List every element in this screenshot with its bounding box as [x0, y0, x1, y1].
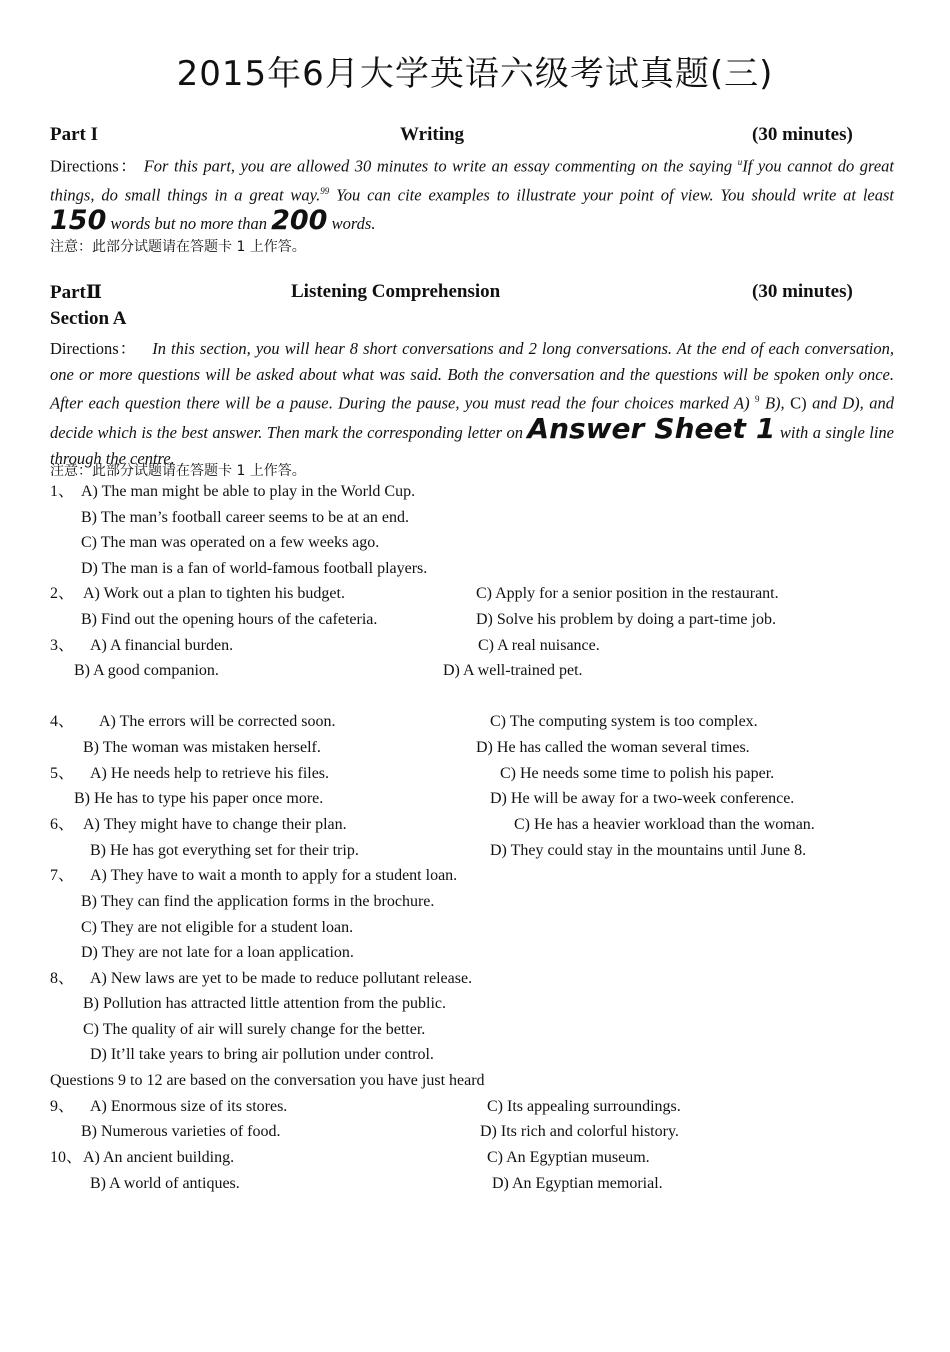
q2-option-c: C) Apply for a senior position in the restaurant.	[476, 585, 779, 602]
q2-number: 2、	[50, 585, 75, 602]
part1-time: (30 minutes)	[752, 124, 853, 145]
part2-directions-label: Directions：	[50, 339, 138, 358]
q10-option-c: C) An Egyptian museum.	[487, 1149, 650, 1166]
q10-option-a: A) An ancient building.	[83, 1149, 235, 1166]
part2-directions	[50, 336, 894, 471]
q9-option-d: D) Its rich and colorful history.	[480, 1123, 679, 1140]
part2-name: PartⅡ	[50, 282, 102, 303]
q2-option-a: A) Work out a plan to tighten his budget.	[83, 585, 345, 602]
q9-option-a: A) Enormous size of its stores.	[90, 1098, 288, 1115]
q3-option-b: B) A good companion.	[74, 662, 219, 679]
q4-option-a: A) The errors will be corrected soon.	[99, 713, 336, 730]
q10-number: 10、	[50, 1149, 83, 1166]
q6-option-c: C) He has a heavier workload than the woman.	[514, 816, 815, 833]
q1-option-d: D) The man is a fan of world-famous football players.	[81, 560, 428, 577]
part1-directions-text-d: words but no more than	[106, 214, 272, 233]
part1-directions-text-a: For this part, you are allowed 30 minutes to write an essay commenting on the saying	[143, 156, 738, 176]
q1-number: 1、	[50, 483, 75, 500]
part2-header	[50, 281, 860, 307]
q1-option-c: C) The man was operated on a few weeks ago.	[81, 534, 380, 551]
long-conversation-intro: Questions 9 to 12 are based on the conversation you have just heard	[50, 1072, 485, 1089]
quote-close-mark: 99	[320, 186, 330, 196]
q6-number: 6、	[50, 816, 75, 833]
section-a-heading: Section A	[50, 308, 127, 329]
answer-sheet-label: Answer Sheet 1	[527, 412, 776, 445]
period-mark: .	[328, 393, 333, 413]
page-title: 2015年6月大学英语六级考试真题(三)	[176, 54, 774, 94]
part2-directions-text-a: In this section, you will hear 8 short conversations and 2 long conversations. At the end of each conversation, one or more questions will be asked about what was said. Both the conversation and the questions will be spoken only once. After each question there will be a pause	[50, 339, 894, 413]
part1-note: 注意：此部分试题请在答题卡 1 上作答。	[50, 239, 306, 255]
q3-option-a: A) A financial burden.	[90, 637, 234, 654]
q1-option-a: A) The man might be able to play in the World Cup.	[81, 483, 416, 500]
q5-option-d: D) He will be away for a two-week conference.	[490, 790, 795, 807]
q7-option-d: D) They are not late for a loan application.	[81, 944, 354, 961]
part2-directions-text-d: with a single line through the centre.	[50, 423, 894, 468]
q7-option-b: B) They can find the application forms in the brochure.	[81, 893, 435, 910]
part2-note: 注意：此部分试题请在答题卡 1 上作答。	[50, 463, 306, 479]
q2-option-d: D) Solve his problem by doing a part-time job.	[476, 611, 776, 628]
q6-option-d: D) They could stay in the mountains until June 8.	[490, 842, 807, 859]
stray-mark: 9	[755, 394, 760, 404]
max-words: 200	[271, 205, 328, 236]
q10-option-b: B) A world of antiques.	[90, 1175, 240, 1192]
q7-option-a: A) They have to wait a month to apply for a student loan.	[90, 867, 458, 884]
q8-number: 8、	[50, 970, 75, 987]
q1-option-b: B) The man’s football career seems to be at an end.	[81, 509, 410, 526]
part2-time: (30 minutes)	[752, 281, 853, 302]
part1-directions-label: Directions：	[50, 156, 139, 176]
part2-choice-c: C)	[790, 393, 807, 413]
part1-directions-text-c: You can cite examples to illustrate your point of view. You should write at least	[329, 185, 894, 205]
q3-option-c: C) A real nuisance.	[478, 637, 600, 654]
q6-option-b: B) He has got everything set for their trip.	[90, 842, 359, 859]
part2-directions-text-c: and D), and decide which is the best answer. Then mark the corresponding letter on	[50, 393, 895, 442]
part2-directions-text-b: During the pause, you must read the four choices marked A)	[332, 393, 756, 413]
q8-option-d: D) It’ll take years to bring air pollution under control.	[90, 1046, 434, 1063]
q6-option-a: A) They might have to change their plan.	[83, 816, 347, 833]
q2-option-b: B) Find out the opening hours of the cafeteria.	[81, 611, 378, 628]
q5-number: 5、	[50, 765, 75, 782]
q10-option-d: D) An Egyptian memorial.	[492, 1175, 663, 1192]
q4-option-c: C) The computing system is too complex.	[490, 713, 758, 730]
q5-option-a: A) He needs help to retrieve his files.	[90, 765, 330, 782]
q3-number: 3、	[50, 637, 75, 654]
part2-directions-text-b2: B),	[764, 393, 791, 413]
q5-option-b: B) He has to type his paper once more.	[74, 790, 324, 807]
q7-option-c: C) They are not eligible for a student loan.	[81, 919, 354, 936]
part1-name: Part I	[50, 124, 99, 145]
quote-open-mark: u	[737, 157, 743, 167]
q4-option-d: D) He has called the woman several times.	[476, 739, 750, 756]
q7-number: 7、	[50, 867, 75, 884]
q8-option-c: C) The quality of air will surely change for the better.	[83, 1021, 426, 1038]
part1-header	[50, 124, 860, 150]
q5-option-c: C) He needs some time to polish his paper.	[500, 765, 775, 782]
q4-option-b: B) The woman was mistaken herself.	[83, 739, 321, 756]
q3-option-d: D) A well-trained pet.	[443, 662, 583, 679]
q9-number: 9、	[50, 1098, 75, 1115]
q8-option-a: A) New laws are yet to be made to reduce pollutant release.	[90, 970, 473, 987]
part1-directions-text-e: words.	[327, 214, 376, 233]
min-words: 150	[50, 205, 107, 236]
q8-option-b: B) Pollution has attracted little attention from the public.	[83, 995, 447, 1012]
part1-directions	[50, 150, 894, 237]
part1-saying: If you cannot do great things, do small things in a great way.	[50, 156, 895, 205]
q9-option-b: B) Numerous varieties of food.	[81, 1123, 281, 1140]
part2-subject: Listening Comprehension	[291, 281, 501, 302]
part1-subject: Writing	[400, 124, 465, 145]
q9-option-c: C) Its appealing surroundings.	[487, 1098, 681, 1115]
q4-number: 4、	[50, 713, 75, 730]
